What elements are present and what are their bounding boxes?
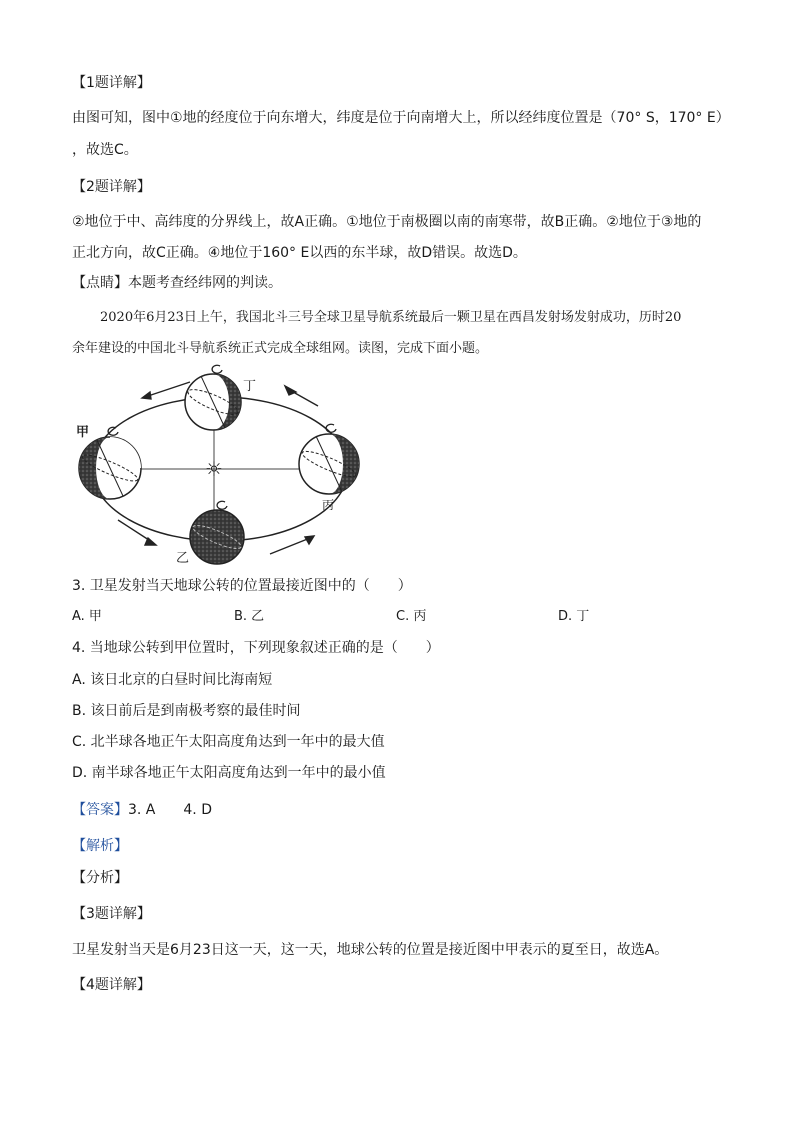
answer-line [72,800,212,820]
section-1-heading: 【1题详解】 [72,75,151,91]
section-1-line-1: 由图可知，图中①地的经度位于向东增大，纬度是位于向南增大上，所以经纬度位置是（70° S，170° E） [72,110,730,126]
section-2-heading: 【2题详解】 [72,179,151,195]
intro-line-2: 余年建设的中国北斗导航系统正式完成全球组网。读图，完成下面小题。 [72,341,489,356]
label-jia: 甲 [76,425,90,440]
dianjing-note: 【点睛】本题考查经纬网的判读。 [72,275,282,291]
fenxi-heading: 【分析】 [72,870,128,886]
section-2-line-1: ②地位于中、高纬度的分界线上，故A正确。①地位于南极圈以南的南寒带，故B正确。②地位于③地的 [72,214,702,230]
earth-ding [185,365,241,430]
section-2-line-2: 正北方向，故C正确。④地位于160° E以西的东半球，故D错误。故选D。 [72,245,527,261]
question-4-stem: 4. 当地球公转到甲位置时，下列现象叙述正确的是（ ） [72,640,440,656]
q3-option-c: C. 丙 [396,609,427,624]
answer-text: 3. A 4. D [128,802,212,818]
q4-option-b: B. 该日前后是到南极考察的最佳时间 [72,703,301,719]
section-1-line-2: ，故选C。 [72,142,138,158]
q4-option-d: D. 南半球各地正午太阳高度角达到一年中的最小值 [72,765,386,781]
q3-option-b: B. 乙 [234,609,265,624]
intro-line-1: 2020年6月23日上午，我国北斗三号全球卫星导航系统最后一颗卫星在西昌发射场发射成功，历时20 [100,310,682,325]
earth-bing [299,424,359,494]
analysis-tag: 【解析】 [72,838,128,854]
q4-option-a: A. 该日北京的白昼时间比海南短 [72,672,273,688]
earth-yi [190,501,244,564]
label-ding: 丁 [243,379,257,394]
earth-orbit-diagram [70,362,370,566]
q4-option-c: C. 北半球各地正午太阳高度角达到一年中的最大值 [72,734,385,750]
label-yi: 乙 [176,551,190,566]
section-3-line-1: 卫星发射当天是6月23日这一天，这一天，地球公转的位置是接近图中甲表示的夏至日，故选A。 [72,942,669,958]
q3-option-a: A. 甲 [72,609,102,624]
section-4-heading: 【4题详解】 [72,977,151,993]
answer-tag: 【答案】 [72,802,128,818]
question-3-stem: 3. 卫星发射当天地球公转的位置最接近图中的（ ） [72,578,412,594]
q3-option-d: D. 丁 [558,609,590,624]
section-3-heading: 【3题详解】 [72,906,151,922]
label-bing: 丙 [322,498,335,512]
sun-icon: ☼ [205,457,223,481]
